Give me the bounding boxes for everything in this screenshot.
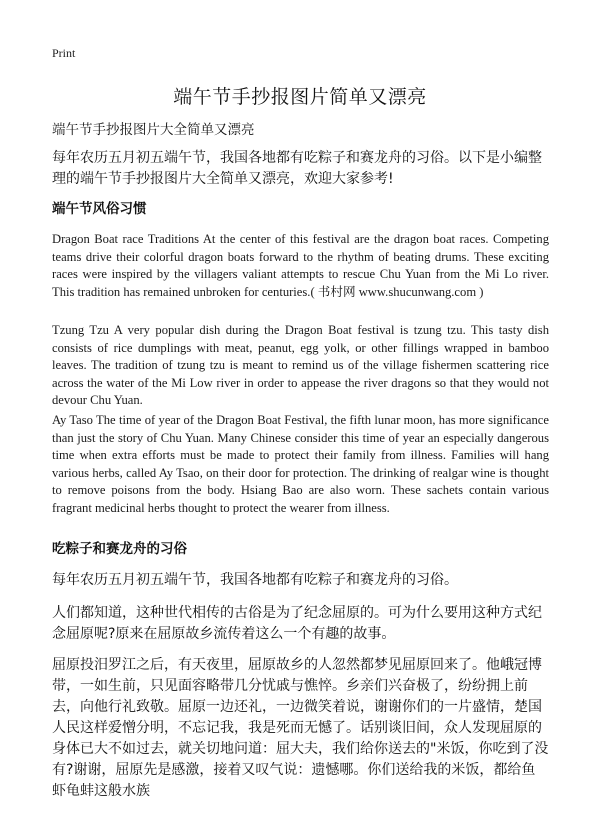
paragraph-dragon-boat-race: Dragon Boat race Traditions At the center of this festival are the dragon boat races. Competing teams drive their colorful dragon boats forward to the rhythm of beating drums. These exciting races were inspired by the villagers valiant attempts to rescue Chu Yuan from the Mi Lo river. This tradition has remained unbroken for centuries.( 书村网 www.shucunwang.com )	[52, 232, 549, 299]
intro-paragraph: 每年农历五月初五端午节，我国各地都有吃粽子和赛龙舟的习俗。以下是小编整理的端午节手抄报图片大全简单又漂亮，欢迎大家参考!	[52, 150, 542, 187]
section-heading-zongzi: 吃粽子和赛龙舟的习俗	[52, 541, 187, 557]
print-label[interactable]: Print	[52, 46, 76, 60]
paragraph-custom: 每年农历五月初五端午节，我国各地都有吃粽子和赛龙舟的习俗。	[52, 572, 458, 588]
paragraph-question: 人们都知道，这种世代相传的古俗是为了纪念屈原的。可为什么要用这种方式纪念屈原呢?原来在屈原故乡流传着这么一个有趣的故事。	[52, 605, 542, 642]
section-heading-customs: 端午节风俗习惯	[52, 201, 147, 217]
subtitle: 端午节手抄报图片大全简单又漂亮	[52, 122, 255, 138]
paragraph-tzung-tzu: Tzung Tzu A very popular dish during the Dragon Boat festival is tzung tzu. This tasty dish consists of rice dumplings with meat, peanut, egg yolk, or other fillings wrapped in bamboo leaves. The tradition of tzung tzu is meant to remind us of the village fishermen scattering rice across the water of the Mi Low river in order to appease the river dragons so that they would not devour Chu Yuan.	[52, 323, 549, 408]
paragraph-ay-taso: Ay Taso The time of year of the Dragon Boat Festival, the fifth lunar moon, has more significance than just the story of Chu Yuan. Many Chinese consider this time of year an especially dangerous time when extra efforts must be made to protect their family from illness. Families will hang various herbs, called Ay Tsao, on their door for protection. The drinking of realgar wine is thought to remove poisons from the body. Hsiang Bao are also worn. These sachets contain various fragrant medicinal herbs thought to protect the wearer from illness.	[52, 413, 549, 515]
page-title: 端午节手抄报图片简单又漂亮	[173, 86, 427, 108]
paragraph-story: 屈原投汨罗江之后，有天夜里，屈原故乡的人忽然都梦见屈原回来了。他峨冠博带，一如生前，只见面容略带几分忧戚与憔悴。乡亲们兴奋极了，纷纷拥上前去，向他行礼致敬。屈原一边还礼，一边微笑着说，谢谢你们的一片盛情，楚国人民这样爱憎分明，不忘记我，我是死而无憾了。话别谈旧间，众人发现屈原的身体已大不如过去，就关切地问道：屈大夫，我们给你送去的"米饭，你吃到了没有?谢谢，屈原先是感激，接着又叹气说：遗憾哪。你们送给我的米饭，都给鱼虾龟蚌这般水族	[52, 657, 549, 799]
